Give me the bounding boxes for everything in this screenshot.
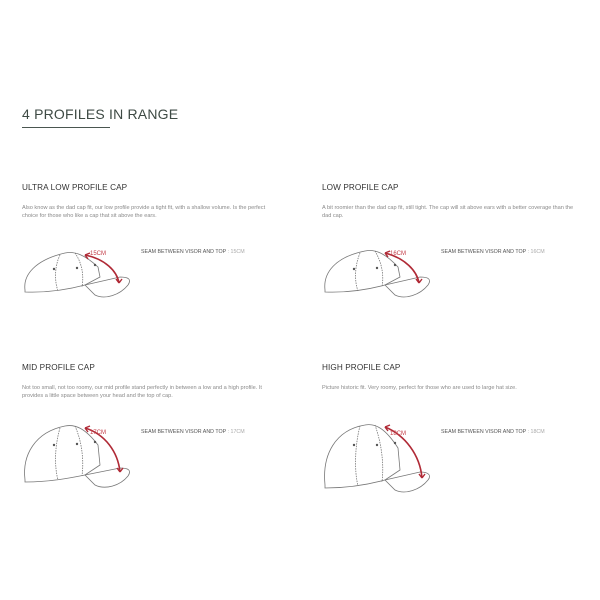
profile-description: A bit roomier than the dad cap fit, still tight. The cap will sit above ears with a better coverage than the dad cap.	[322, 205, 574, 219]
profile-title: HIGH PROFILE CAP	[322, 363, 401, 372]
profile-title: ULTRA LOW PROFILE CAP	[22, 183, 128, 192]
seam-label: SEAM BETWEEN VISOR AND TOP	[141, 249, 227, 255]
page-title: 4 PROFILES IN RANGE	[22, 106, 179, 122]
measure-label: 16CM	[390, 251, 407, 257]
seam-label: SEAM BETWEEN VISOR AND TOP	[441, 249, 527, 255]
seam-value: : 18CM	[527, 429, 545, 435]
seam-value: : 17CM	[227, 429, 245, 435]
measure-label: 15CM	[90, 251, 107, 257]
seam-label: SEAM BETWEEN VISOR AND TOP	[441, 429, 527, 435]
seam-value: : 15CM	[227, 249, 245, 255]
seam-measurement	[441, 249, 545, 255]
cap-illustration-low	[320, 245, 435, 305]
cap-illustration-mid	[20, 420, 135, 495]
profile-description: Also know as the dad cap fit, our low profile provide a tight fit, with a shallow volume. Is the perfect choice for those who like a cap that sit above the ears.	[22, 205, 266, 219]
seam-measurement	[441, 429, 545, 435]
profile-description: Not too small, not too roomy, our mid profile stand perfectly in between a low and a high profile. It provides a little space between your head and the top of cap.	[22, 385, 262, 399]
profile-title: LOW PROFILE CAP	[322, 183, 399, 192]
seam-measurement	[141, 429, 245, 435]
profile-mid	[22, 363, 282, 400]
profile-ultra-low	[22, 183, 282, 220]
profile-description: Picture historic fit. Very roomy, perfect for those who are used to large hat size.	[322, 385, 517, 391]
cap-illustration-high	[320, 420, 435, 500]
seam-measurement	[141, 249, 245, 255]
cap-illustration-ultra-low	[20, 245, 135, 305]
seam-value: : 16CM	[527, 249, 545, 255]
measure-label: 17CM	[90, 430, 107, 436]
title-underline	[22, 127, 110, 128]
seam-label: SEAM BETWEEN VISOR AND TOP	[141, 429, 227, 435]
profile-low	[322, 183, 582, 220]
profile-high	[322, 363, 582, 392]
measure-label: 18CM	[390, 431, 407, 437]
profile-title: MID PROFILE CAP	[22, 363, 95, 372]
